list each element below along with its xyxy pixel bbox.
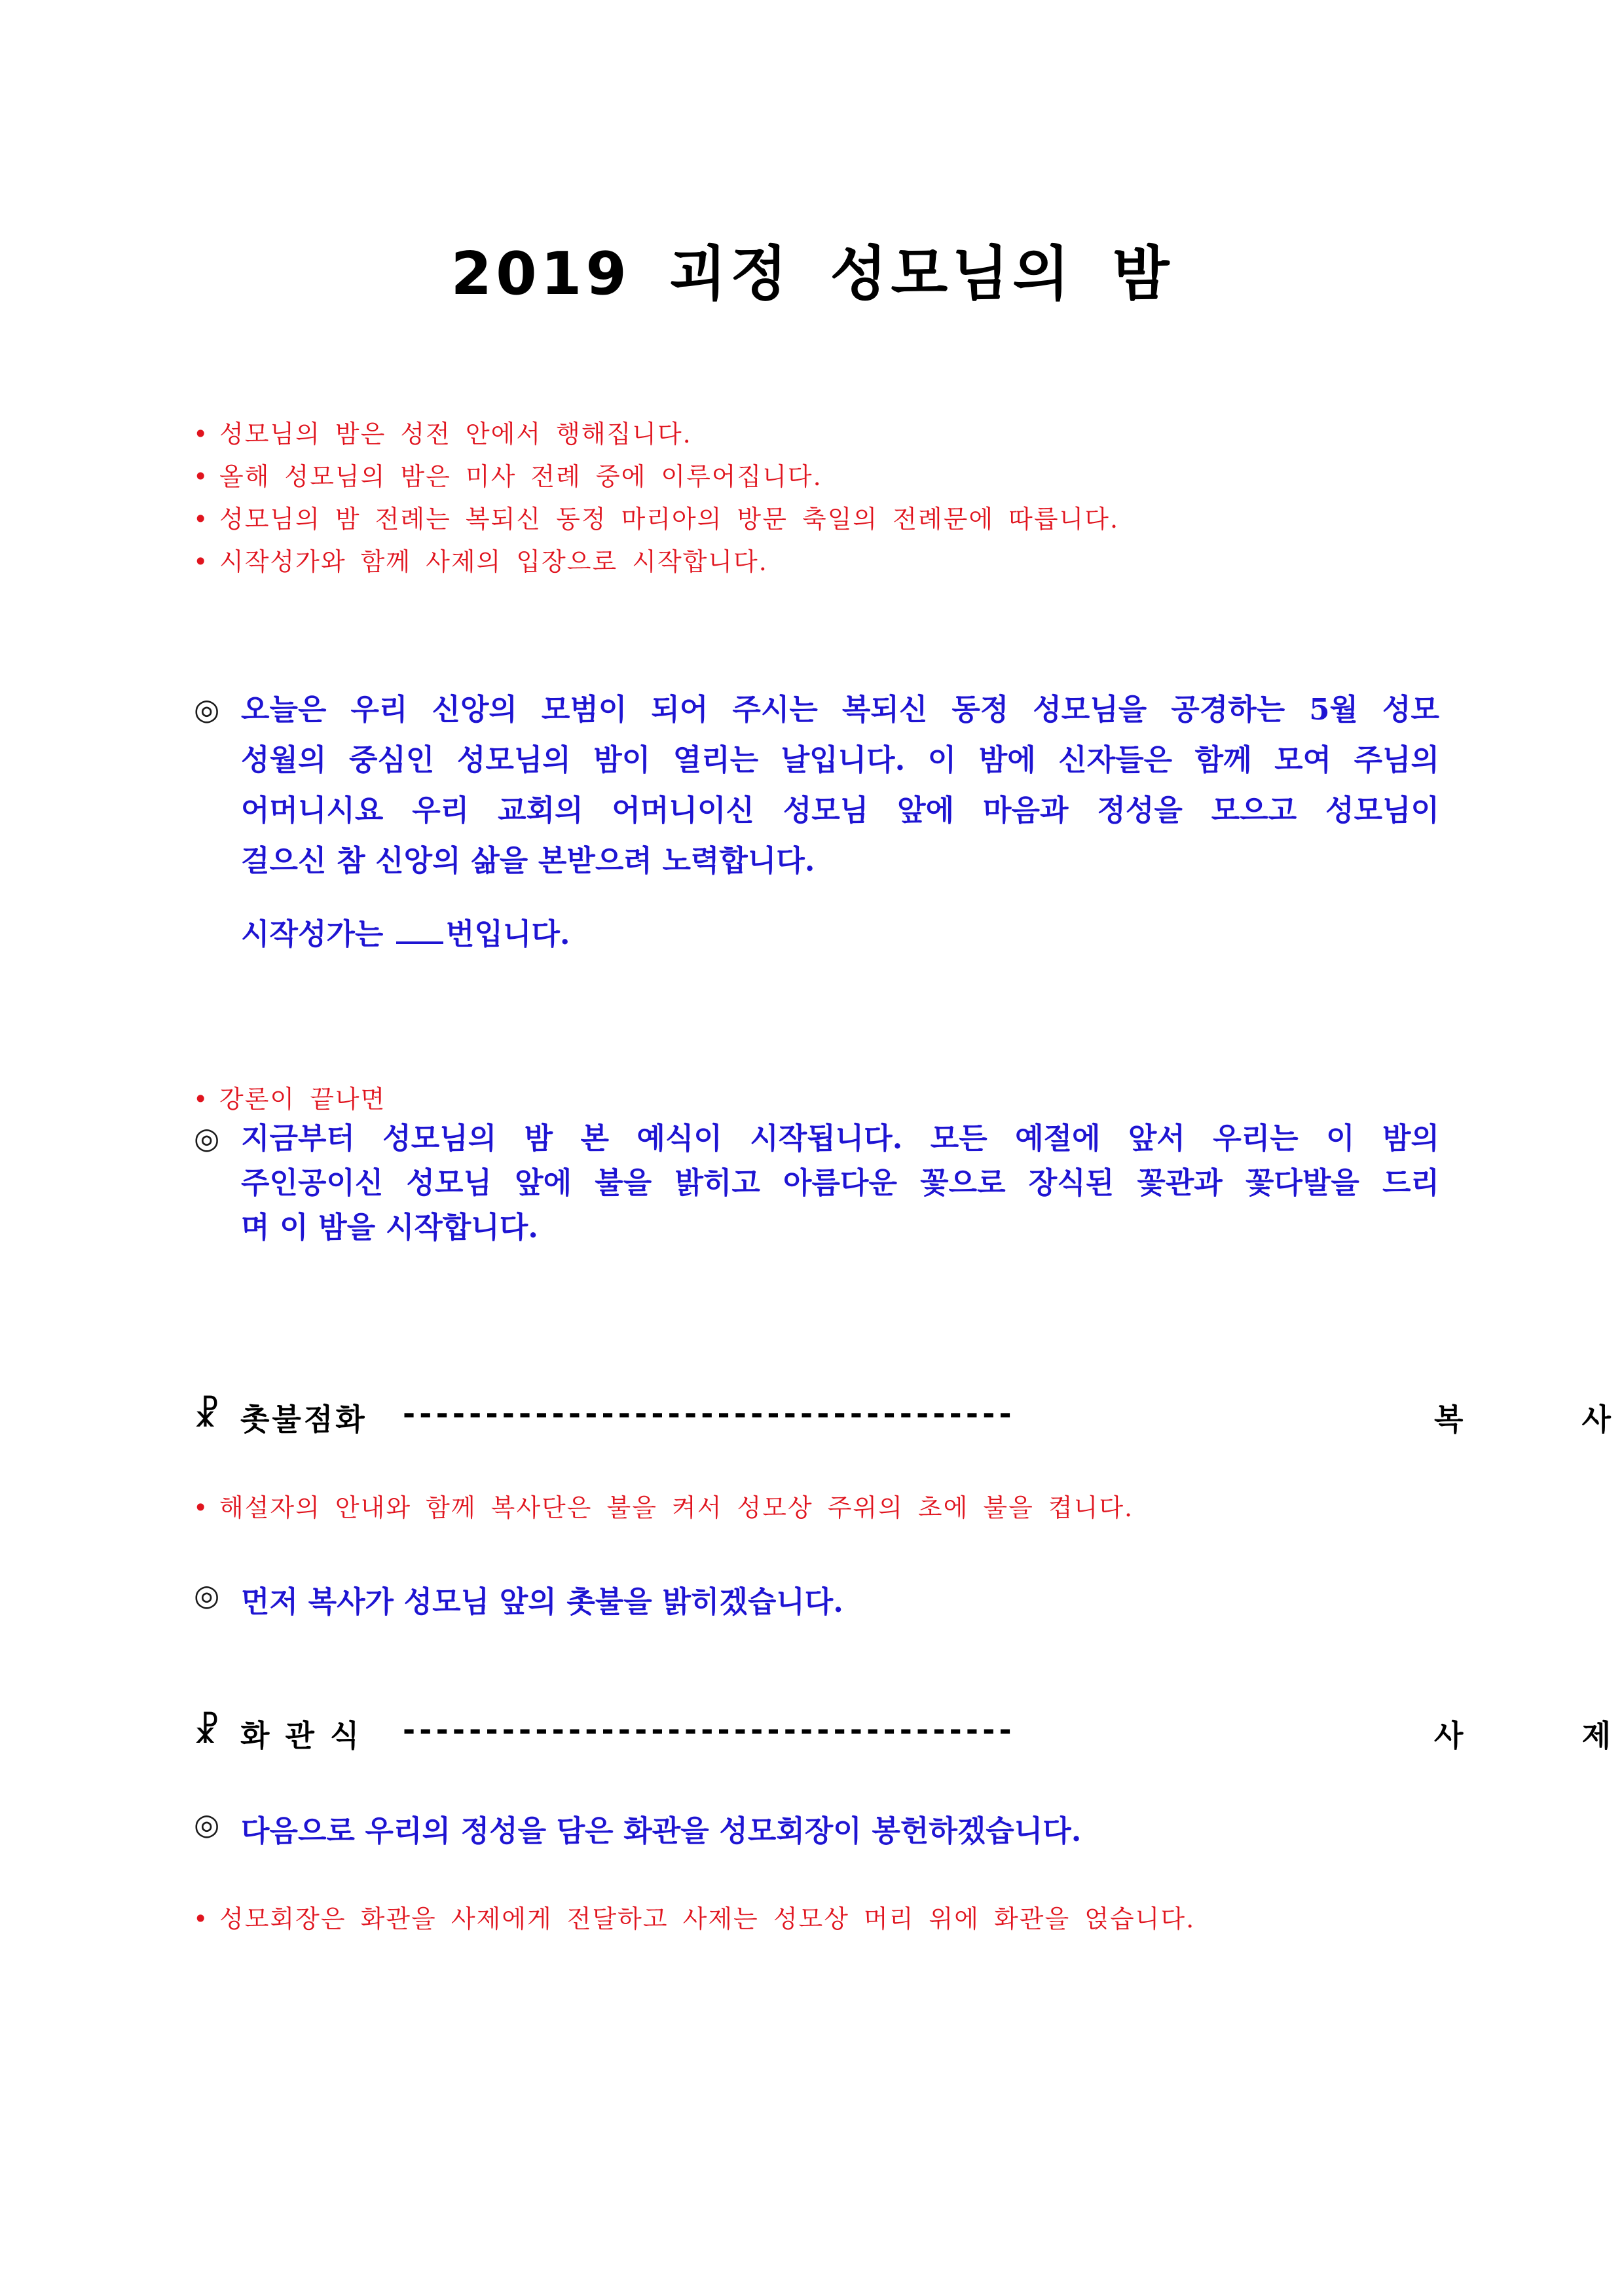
double-circle-icon: ◎ xyxy=(194,692,220,727)
rubric-dashes: ------------------------------------- xyxy=(403,1712,1016,1747)
intro-note-1: • 성모님의 밤은 성전 안에서 행해집니다. xyxy=(193,420,692,448)
page-title: 2019 괴정 성모님의 밤 xyxy=(451,240,1173,308)
homily-note: • 강론이 끝나면 xyxy=(193,1085,386,1114)
bullet-icon: • xyxy=(193,1085,210,1114)
rubric-dashes: ------------------------------------- xyxy=(403,1396,1016,1431)
opening-line-1: 오늘은 우리 신앙의 모범이 되어 주시는 복되신 동정 성모님을 공경하는 5월 성모 xyxy=(241,692,1439,727)
hymn-prefix: 시작성가는 xyxy=(241,917,384,951)
opening-line-3: 어머니시요 우리 교회의 어머니이신 성모님 앞에 마음과 정성을 모으고 성모님이 xyxy=(241,793,1439,828)
rubric-crowning xyxy=(193,1712,1611,1753)
double-circle-icon: ◎ xyxy=(194,1807,220,1842)
opening-line-4: 걸으신 참 신앙의 삶을 본받으려 노력합니다. xyxy=(241,843,815,878)
double-circle-icon: ◎ xyxy=(194,1578,220,1613)
double-circle-icon: ◎ xyxy=(194,1121,220,1156)
opening-hymn xyxy=(241,910,570,953)
chi-rho-icon: ☧ xyxy=(193,1712,220,1751)
intro-note-3: • 성모님의 밤 전례는 복되신 동정 마리아의 방문 축일의 전례문에 따릅니다. xyxy=(193,505,1120,534)
candle-text: ◎ 먼저 복사가 성모님 앞의 촛불을 밝히겠습니다. xyxy=(194,1578,843,1619)
chi-rho-icon: ☧ xyxy=(193,1396,220,1435)
bullet-icon: • xyxy=(193,1904,210,1933)
bullet-icon: • xyxy=(193,420,210,448)
hymn-number-blank xyxy=(396,917,443,944)
bullet-icon: • xyxy=(193,505,210,534)
crowning-text: ◎ 다음으로 우리의 정성을 담은 화관을 성모회장이 봉헌하겠습니다. xyxy=(194,1807,1082,1848)
opening-paragraph xyxy=(194,684,1439,886)
rubric-role: 사 제 xyxy=(1434,1718,1611,1753)
intro-note-4: • 시작성가와 함께 사제의 입장으로 시작합니다. xyxy=(193,547,768,576)
rite-line-2: 주인공이신 성모님 앞에 불을 밝히고 아름다운 꽃으로 장식된 꽃관과 꽃다발을 드리 xyxy=(241,1165,1439,1200)
candle-note: • 해설자의 안내와 함께 복사단은 불을 켜서 성모상 주위의 초에 불을 켭니다. xyxy=(193,1493,1134,1522)
bullet-icon: • xyxy=(193,547,210,576)
rite-line-3: 며 이 밤을 시작합니다. xyxy=(241,1210,538,1245)
bullet-icon: • xyxy=(193,1493,210,1522)
rubric-name: 화 관 식 xyxy=(240,1718,362,1753)
rite-line-1: 지금부터 성모님의 밤 본 예식이 시작됩니다. 모든 예절에 앞서 우리는 이 밤의 xyxy=(241,1121,1439,1156)
hymn-suffix: 번입니다. xyxy=(446,917,570,951)
rubric-name: 촛불점화 xyxy=(240,1402,367,1437)
rubric-candle-lighting xyxy=(193,1396,1611,1437)
crowning-note: • 성모회장은 화관을 사제에게 전달하고 사제는 성모상 머리 위에 화관을 얹습니다. xyxy=(193,1904,1196,1933)
intro-note-2: • 올해 성모님의 밤은 미사 전례 중에 이루어집니다. xyxy=(193,462,822,491)
bullet-icon: • xyxy=(193,462,210,491)
rite-start-paragraph xyxy=(194,1116,1439,1250)
opening-line-2: 성월의 중심인 성모님의 밤이 열리는 날입니다. 이 밤에 신자들은 함께 모여 주님의 xyxy=(241,742,1439,777)
rubric-role: 복 사 xyxy=(1434,1402,1611,1437)
